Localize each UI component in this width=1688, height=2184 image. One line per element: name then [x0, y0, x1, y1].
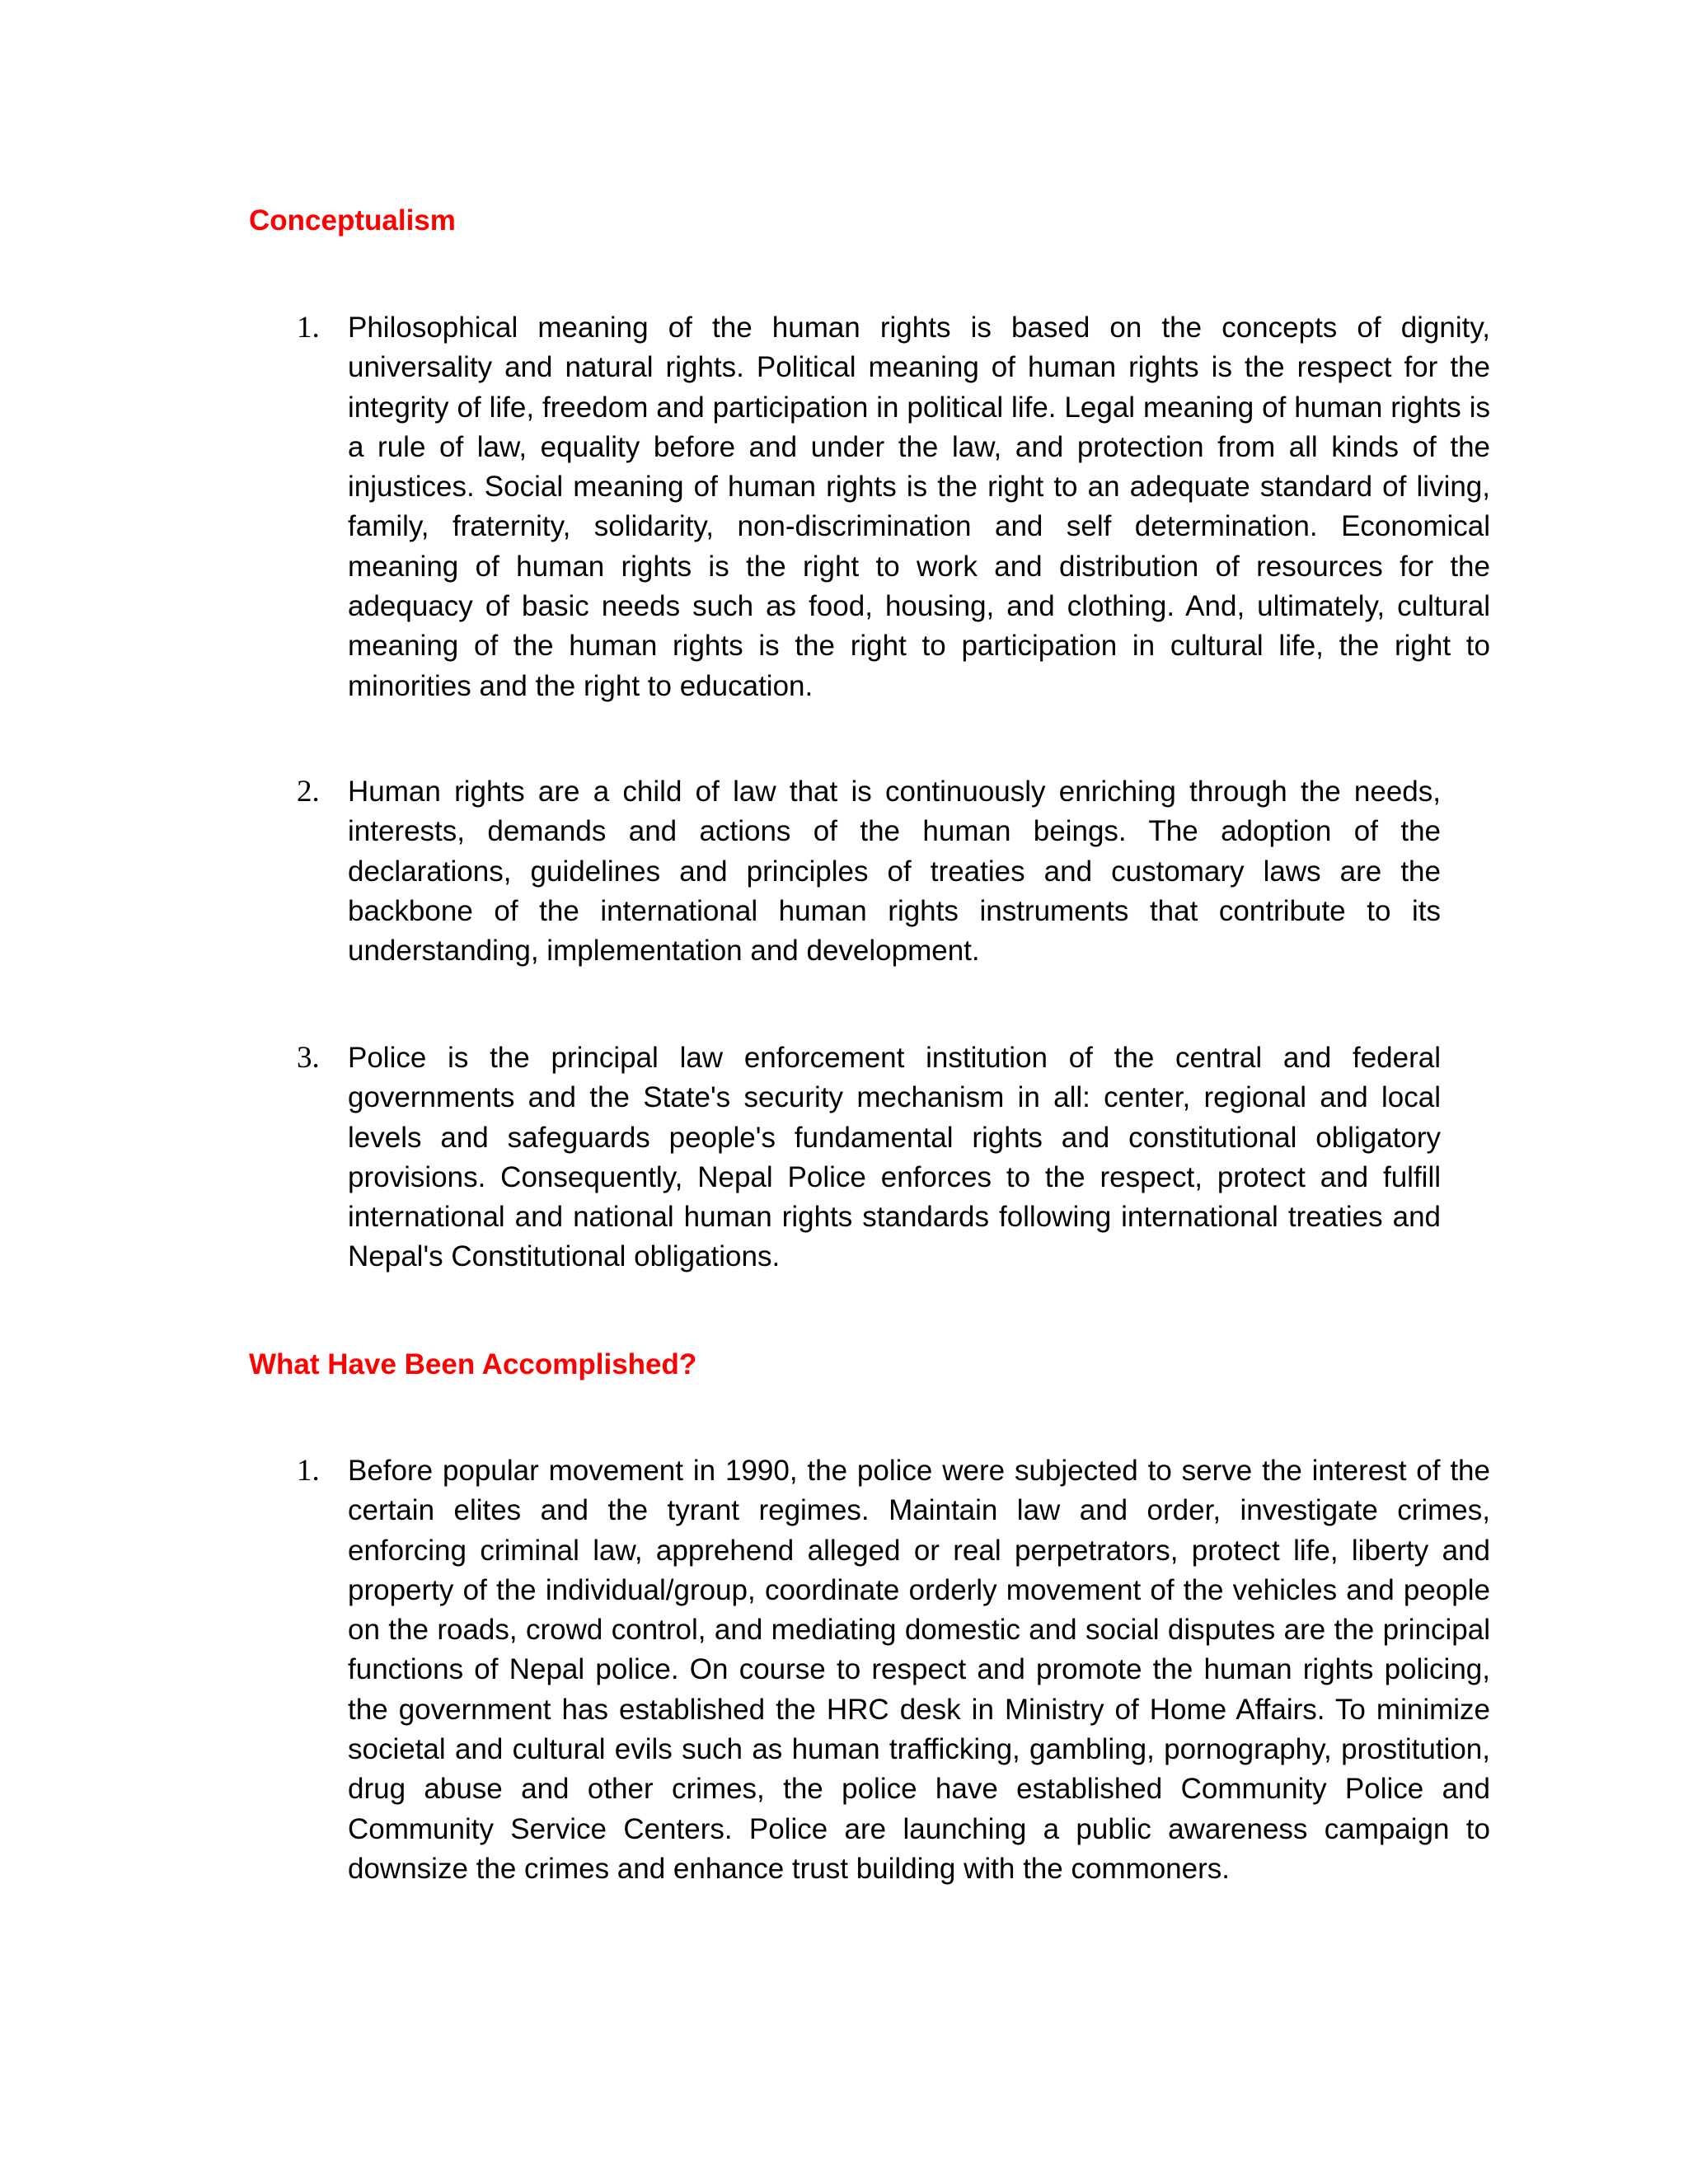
- list-item-text: Human rights are a child of law that is continuously enriching through the needs, interests, demands and actions of the human beings. The adoption of the declarations, guidelines and principles of treaties and customary laws are the backbone of the international human rights instruments that contribute to its understanding, implementation and development.: [348, 776, 1441, 968]
- list-item-number: 1.: [297, 1454, 320, 1488]
- list-item-text: Police is the principal law enforcement institution of the central and federal governments and the State's security mechanism in all: center, regional and local levels and safeguards people's fundamental rights and constitutional obligatory provisions. Consequently, Nepal Police enforces to the respect, protect and fulfill international and national human rights standards following international treaties and Nepal's Constitutional obligations.: [348, 1042, 1441, 1273]
- section-heading-accomplished: What Have Been Accomplished?: [249, 1348, 697, 1380]
- list-item-text: Philosophical meaning of the human rights is based on the concepts of dignity, universality and natural rights. Political meaning of human rights is the respect for the integrity of life, freedom and participation in political life. Legal meaning of human rights is a rule of law, equality before and under the law, and protection from all kinds of the injustices. Social meaning of human rights is the right to an adequate standard of living, family, fraternity, solidarity, non-discrimination and self determination. Economical meaning of human rights is the right to work and distribution of resources for the adequacy of basic needs such as food, housing, and clothing. And, ultimately, cultural meaning of the human rights is the right to participation in cultural life, the right to minorities and the right to education.: [348, 312, 1490, 702]
- list-item-number: 3.: [297, 1041, 320, 1075]
- list-item-number: 2.: [297, 775, 320, 808]
- section-heading-conceptualism: Conceptualism: [249, 204, 456, 237]
- list-item-number: 1.: [297, 311, 320, 344]
- list-item-text: Before popular movement in 1990, the police were subjected to serve the interest of the certain elites and the tyrant regimes. Maintain law and order, investigate crimes, enforcing criminal law, apprehend alleged or real perpetrators, protect life, liberty and property of the individual/group, coordinate orderly movement of the vehicles and people on the roads, crowd control, and mediating domestic and social disputes are the principal functions of Nepal police. On course to respect and promote the human rights policing, the government has established the HRC desk in Ministry of Home Affairs. To minimize societal and cultural evils such as human trafficking, gambling, pornography, prostitution, drug abuse and other crimes, the police have established Community Police and Community Service Centers. Police are launching a public awareness campaign to downsize the crimes and enhance trust building with the commoners.: [348, 1455, 1490, 1885]
